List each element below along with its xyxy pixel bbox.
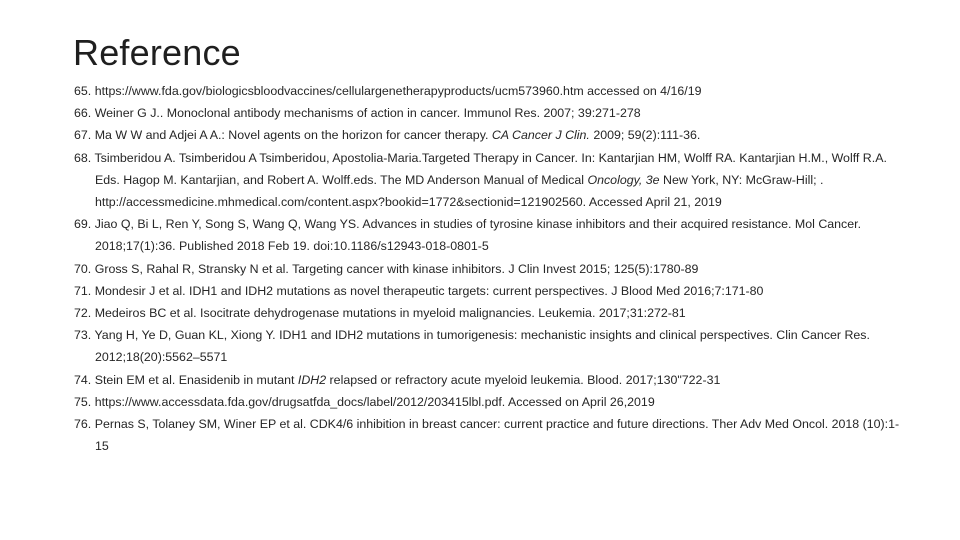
reference-number: 76.: [74, 417, 92, 432]
reference-number: 71.: [74, 283, 92, 298]
reference-number: 72.: [74, 306, 92, 321]
reference-text: 2009; 59(2):111-36.: [589, 128, 701, 143]
reference-item: [74, 258, 904, 280]
reference-text: Jiao Q, Bi L, Ren Y, Song S, Wang Q, Wang YS. Advances in studies of tyrosine kinase inhibitors and their acquired resistance. Mol Cancer. 2018;17(1):36. Published 2018 Feb 19. doi:10.1186/s12943-018-0801-5: [94, 217, 862, 254]
reference-text: New York, NY: McGraw-Hill; . http://accessmedicine.mhmedical.com/content.aspx?bookid=1772&sectionid=121902560. Accessed April 21, 2019: [95, 172, 824, 210]
reference-text: https://www.accessdata.fda.gov/drugsatfda_docs/label/2012/203415lbl.pdf. Accessed on April 26,2019: [94, 394, 655, 409]
reference-item: [74, 324, 904, 368]
reference-text: Medeiros BC et al. Isocitrate dehydrogenase mutations in myeloid malignancies. Leukemia. 2017;31:272-81: [94, 306, 686, 321]
reference-item: [74, 369, 904, 391]
reference-text: relapsed or refractory acute myeloid leukemia. Blood. 2017;130"722-31: [326, 372, 721, 387]
reference-number: 67.: [74, 128, 92, 143]
reference-number: 74.: [74, 372, 92, 387]
reference-item: [74, 102, 904, 124]
reference-text: https://www.fda.gov/biologicsbloodvaccines/cellulargenetherapyproducts/ucm573960.htm accessed on 4/16/19: [94, 84, 702, 98]
reference-item: [74, 124, 904, 146]
reference-text: Ma W W and Adjei A A.: Novel agents on the horizon for cancer therapy.: [94, 128, 492, 143]
reference-item: [74, 391, 904, 413]
reference-number: 73.: [74, 328, 92, 343]
reference-item: [74, 413, 904, 457]
reference-number: 69.: [74, 217, 92, 232]
reference-number: 75.: [74, 394, 92, 409]
reference-item: [74, 80, 904, 102]
reference-text: Pernas S, Tolaney SM, Winer EP et al. CDK4/6 inhibition in breast cancer: current practice and future directions. Ther Adv Med Oncol. 2018 (10):1-15: [94, 417, 900, 454]
reference-text: Gross S, Rahal R, Stransky N et al. Targeting cancer with kinase inhibitors. J Clin Invest 2015; 125(5):1780-89: [94, 261, 699, 276]
reference-number: 70.: [74, 261, 92, 276]
reference-text: Weiner G J.. Monoclonal antibody mechanisms of action in cancer. Immunol Res. 2007; 39:271-278: [94, 106, 641, 121]
reference-item: [74, 213, 904, 257]
reference-text: Mondesir J et al. IDH1 and IDH2 mutations as novel therapeutic targets: current perspectives. J Blood Med 2016;7:171-80: [94, 283, 764, 298]
reference-number: 66.: [74, 106, 92, 121]
reference-list: [74, 80, 904, 457]
reference-text: Stein EM et al. Enasidenib in mutant: [94, 372, 298, 387]
reference-item: [74, 147, 904, 214]
reference-item: [74, 280, 904, 302]
reference-text: Tsimberidou A. Tsimberidou A Tsimberidou, Apostolia-Maria.Targeted Therapy in Cancer. In: Kantarjian HM, Wolff RA. Kantarjian H.M., Wolff R.A. Eds. Hagop M. Kantarjian, and Robert A. Wolff.eds. The MD Anderson Manual of Medical: [94, 150, 887, 187]
reference-text: Yang H, Ye D, Guan KL, Xiong Y. IDH1 and IDH2 mutations in tumorigenesis: mechanistic insights and clinical perspectives. Clin Cancer Res. 2012;18(20):5562–5571: [94, 328, 870, 365]
reference-item: [74, 302, 904, 324]
page-title: Reference: [73, 32, 241, 73]
reference-italic-text: IDH2: [297, 372, 327, 387]
reference-number: 68.: [74, 150, 92, 165]
reference-italic-text: Oncology, 3e: [587, 172, 660, 187]
reference-number: 65.: [74, 84, 92, 98]
reference-italic-text: CA Cancer J Clin.: [491, 128, 590, 143]
